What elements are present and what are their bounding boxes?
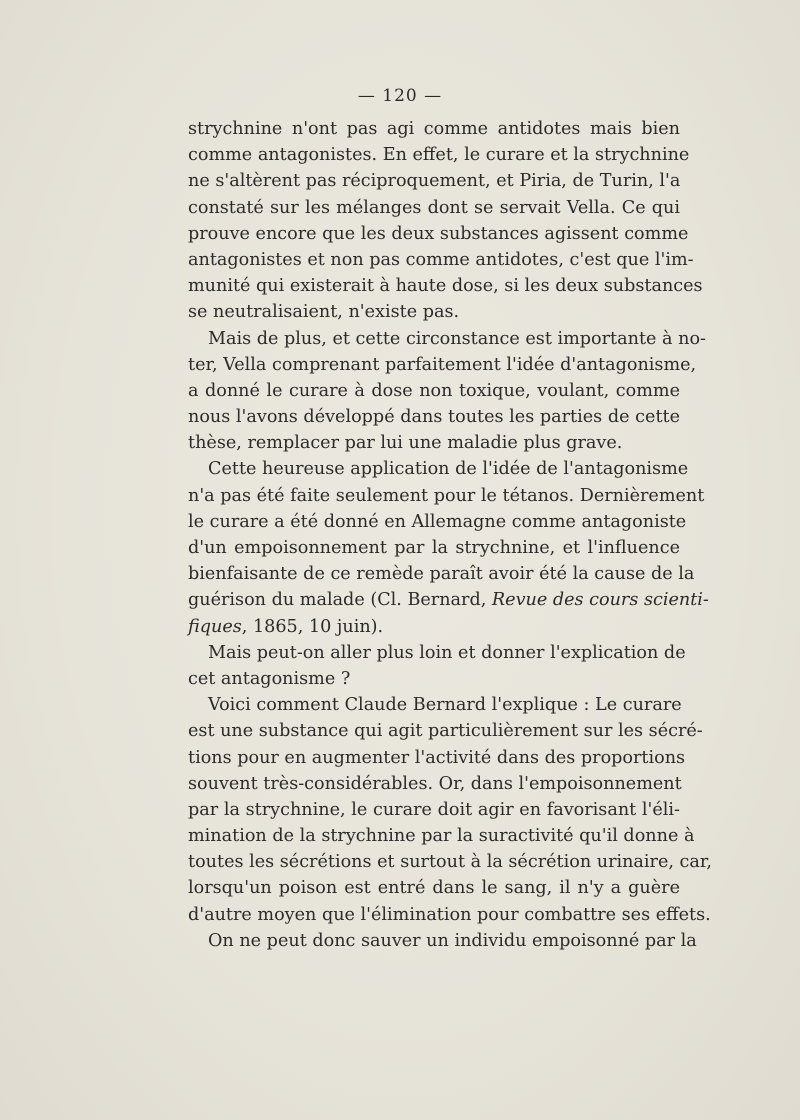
text-line-content: bienfaisante de ce remède paraît avoir été la cause de la [188, 564, 695, 585]
text-line-content: nous l'avons développé dans toutes les parties de cette [188, 407, 680, 428]
body-text [188, 116, 712, 954]
text-line-content: toutes les sécrétions et surtout à la sécrétion urinaire, car, [188, 852, 712, 873]
text-line [188, 273, 703, 299]
text-line-content: strychnine n'ont pas agi comme antidotes mais bien [188, 119, 680, 139]
text-line-content: constaté sur les mélanges dont se servait Vella. Ce qui [188, 197, 680, 218]
text-line-content: mination de la strychnine par la suractivité qu'il donne à [188, 826, 695, 847]
text-line-content: munité qui existerait à haute dose, si les deux substances [188, 276, 703, 297]
text-line [188, 168, 680, 194]
text-line [188, 221, 689, 247]
text-line-content: cet antagonisme ? [188, 668, 351, 689]
text-line [188, 823, 695, 849]
text-line [188, 404, 680, 430]
text-line-content: par la strychnine, le curare doit agir en favorisant l'éli- [188, 799, 680, 820]
text-line-content: se neutralisaient, n'existe pas. [188, 302, 460, 323]
text-line-content: souvent très-considérables. Or, dans l'empoisonnement [188, 773, 682, 794]
italic-citation: fiques [188, 616, 242, 637]
text-line-content: antagonistes et non pas comme antidotes, c'est que l'im- [188, 249, 694, 270]
text-line [188, 928, 697, 954]
text-line [188, 509, 687, 535]
text-line [188, 718, 703, 744]
text-line-content: thèse, remplacer par lui une maladie plus grave. [188, 433, 623, 454]
text-line [188, 535, 680, 561]
text-line-content: le curare a été donné en Allemagne comme antagoniste [188, 511, 687, 532]
page-number: — 120 — [357, 86, 443, 106]
text-line-content: comme antagonistes. En effet, le curare et la strychnine [188, 145, 690, 166]
text-line-content: ne s'altèrent pas réciproquement, et Piria, de Turin, l'a [188, 171, 681, 192]
text-line [188, 849, 712, 875]
text-line-content: Voici comment Claude Bernard l'explique : Le curare [208, 695, 682, 716]
text-line [188, 456, 689, 482]
text-line-content: n'a pas été faite seulement pour le tétanos. Dernièrement [188, 485, 705, 506]
text-line [188, 142, 690, 168]
text-line-content: Cette heureuse application de l'idée de l'antagonisme [208, 459, 689, 480]
italic-citation: Revue des cours scienti- [491, 590, 709, 611]
text-line-content: d'autre moyen que l'élimination pour combattre ses effets. [188, 904, 711, 925]
text-line-content: guérison du malade (Cl. Bernard, [188, 590, 492, 611]
text-line [188, 430, 680, 456]
text-line-content: d'un empoisonnement par la strychnine, et l'influence [188, 538, 680, 558]
text-line [188, 692, 680, 718]
text-line [188, 326, 706, 352]
text-line [188, 299, 680, 325]
text-line-content: lorsqu'un poison est entré dans le sang, il n'y a guère [188, 878, 680, 899]
text-line [188, 483, 705, 509]
text-line [188, 666, 680, 692]
text-line [188, 797, 680, 823]
text-line-content: On ne peut donc sauver un individu empoisonné par la [208, 930, 697, 951]
text-line [188, 116, 680, 142]
text-line-content: Mais de plus, et cette circonstance est importante à no- [208, 328, 706, 349]
text-line [188, 771, 680, 797]
text-line [188, 561, 695, 587]
text-line [188, 378, 680, 404]
text-line [188, 587, 709, 613]
text-line [188, 247, 694, 273]
text-line-content: est une substance qui agit particulièrement sur les sécré- [188, 721, 703, 742]
text-line-content: Mais peut-on aller plus loin et donner l'explication de [208, 642, 686, 663]
text-line-tail: , 1865, 10 juin). [241, 616, 384, 637]
text-line [188, 614, 680, 640]
text-line [188, 875, 680, 901]
text-line-content: tions pour en augmenter l'activité dans des proportions [188, 747, 686, 768]
text-line [188, 352, 697, 378]
text-line-content: ter, Vella comprenant parfaitement l'idée d'antagonisme, [188, 354, 697, 375]
text-line [188, 195, 680, 221]
text-line [188, 745, 686, 771]
text-line [188, 902, 711, 928]
text-line-content: a donné le curare à dose non toxique, voulant, comme [188, 380, 680, 401]
text-line [188, 640, 686, 666]
text-line-content: prouve encore que les deux substances agissent comme [188, 223, 689, 244]
